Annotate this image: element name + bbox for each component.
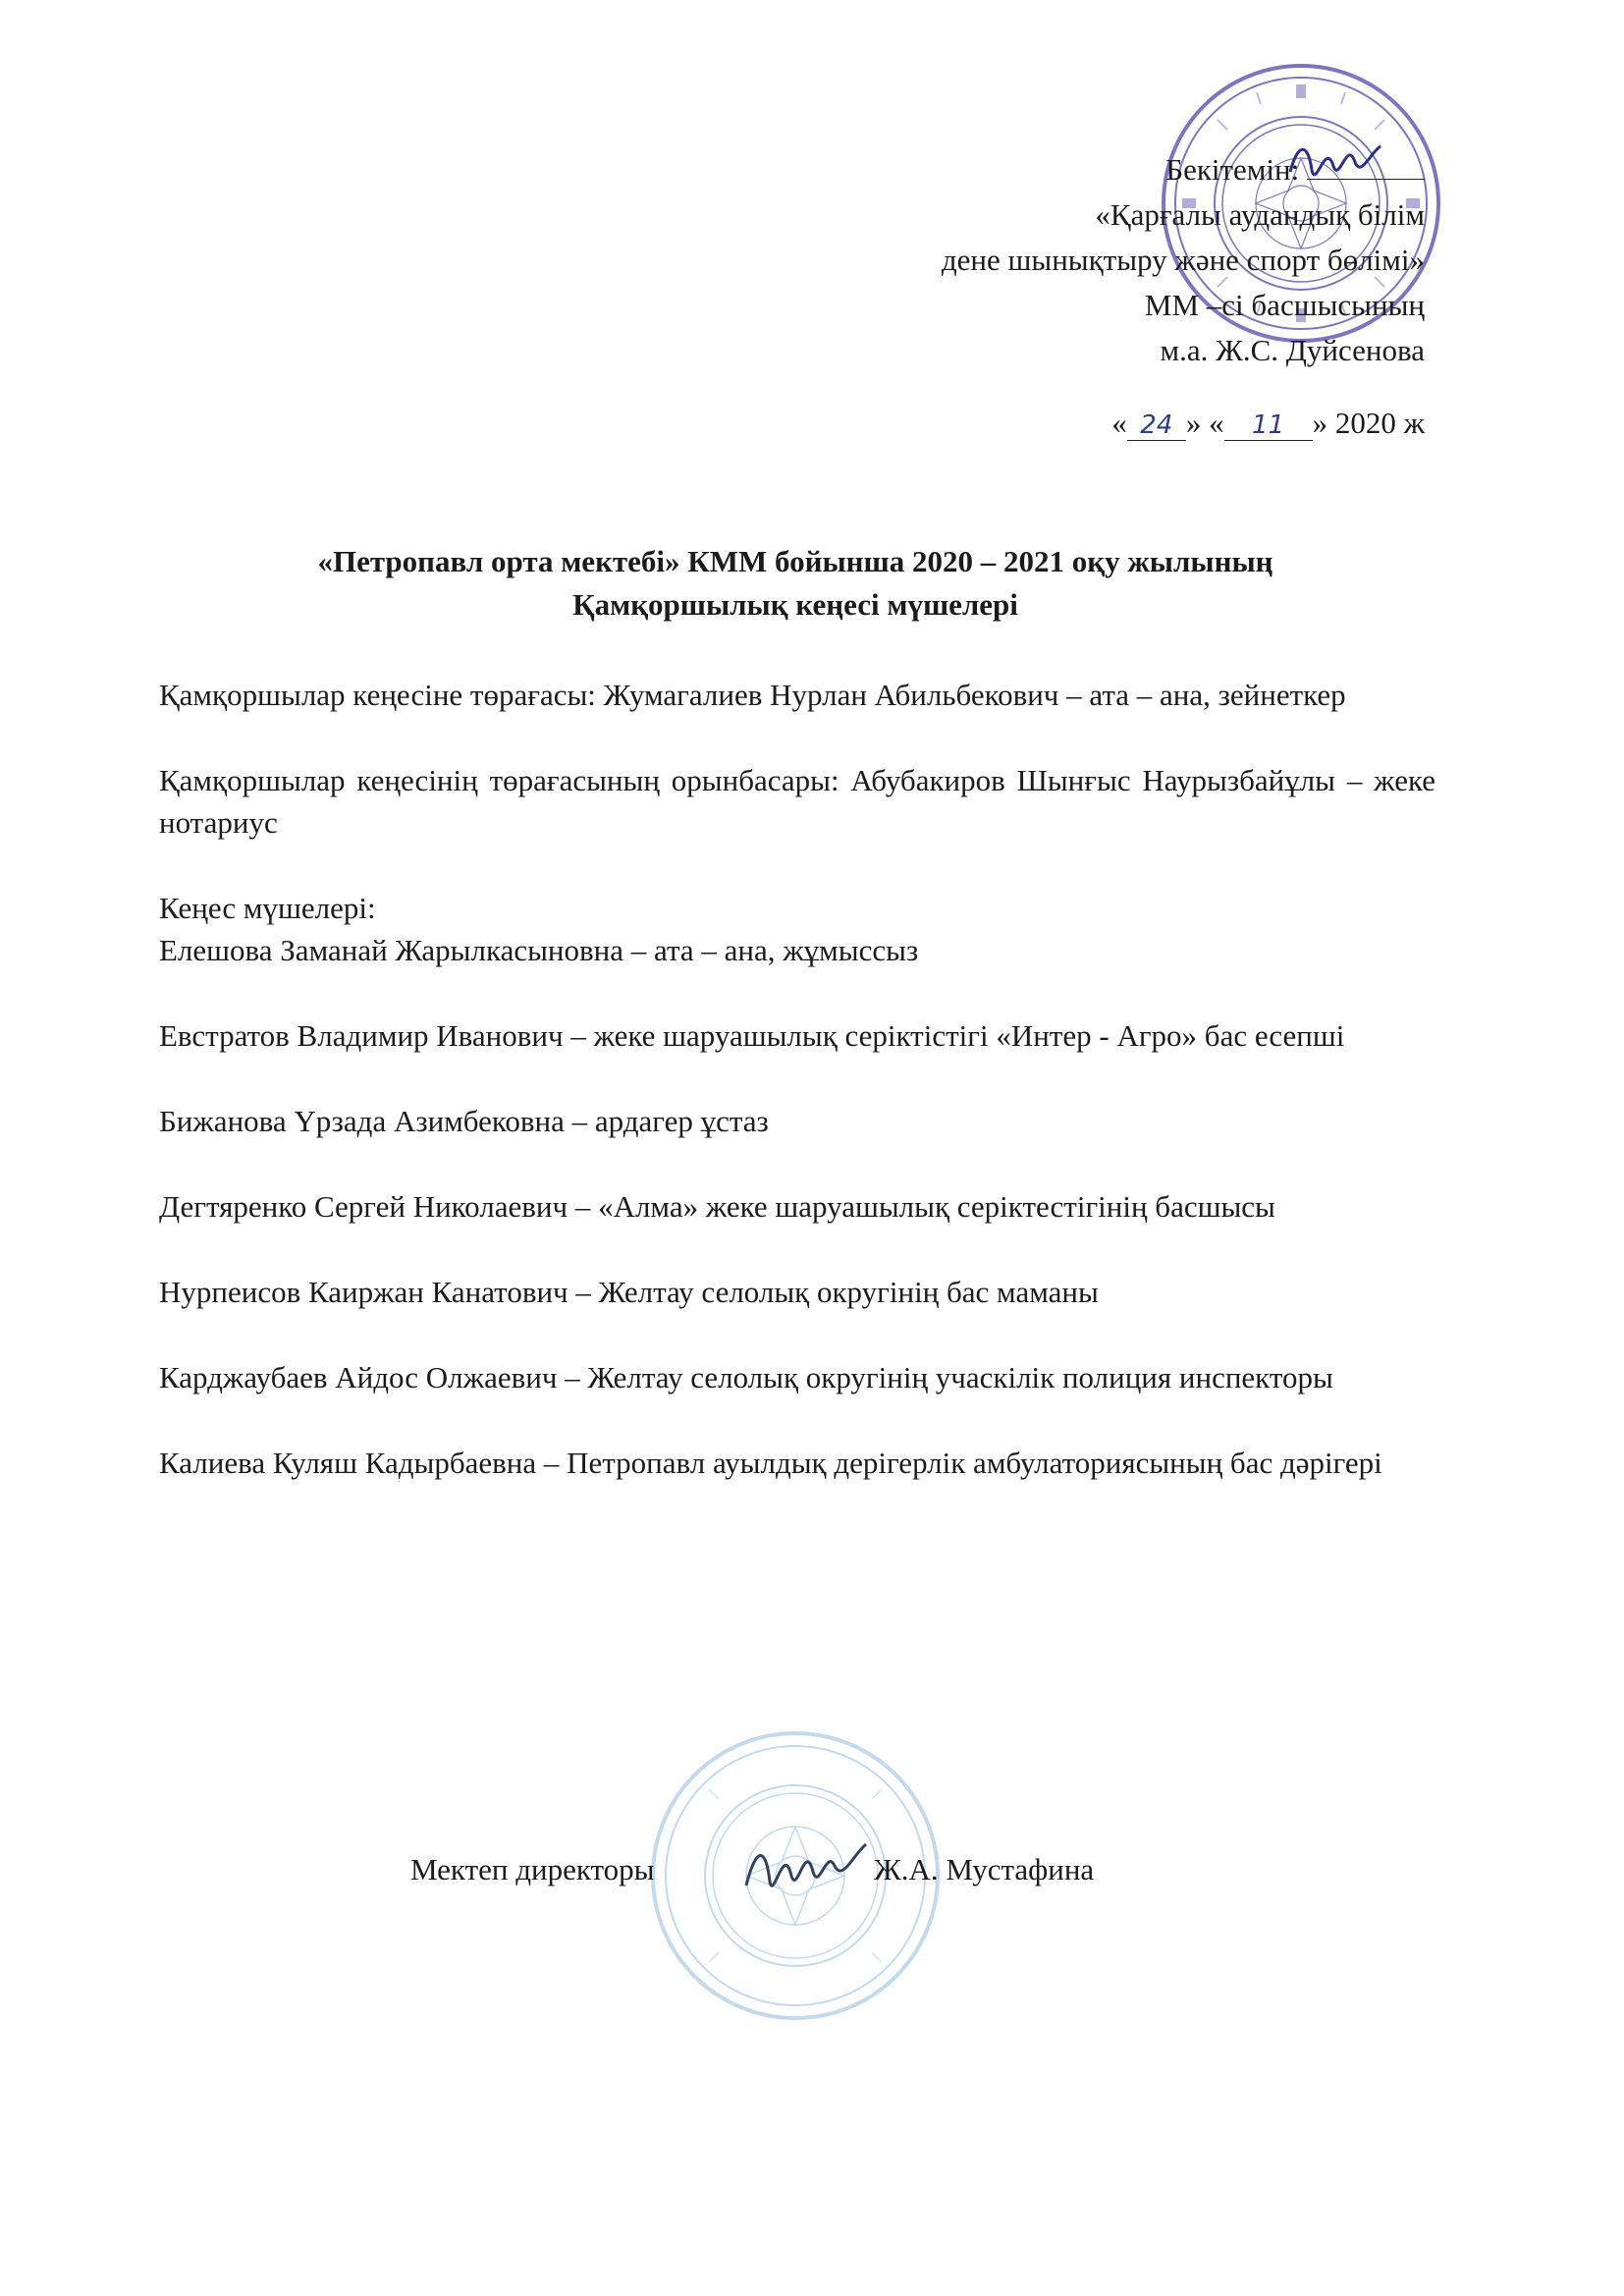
approval-org-line-1: «Қарғалы аудандық білім xyxy=(1095,197,1425,232)
date-year: » 2020 ж xyxy=(1312,406,1425,440)
approval-date xyxy=(678,401,1425,446)
vice-chair-paragraph: Қамқоршылар кеңесінің төрағасының орынбасары: Абубакиров Шынғыс Наурызбайұлы – жеке нотариус xyxy=(159,763,1435,840)
document-title xyxy=(157,540,1434,627)
approval-signer-name: м.а. Ж.С. Дуйсенова xyxy=(1160,333,1425,367)
director-role: Мектеп директоры xyxy=(410,1852,655,1886)
document-body xyxy=(159,674,1435,1527)
approve-label: Бекітемін: xyxy=(1165,152,1300,187)
director-name: Ж.А. Мустафина xyxy=(874,1852,1095,1886)
title-line-1: «Петропавл орта мектебі» КММ бойынша 2020 – 2021 оқу жылының xyxy=(317,544,1273,578)
approval-org-line-3: ММ –сі басшысының xyxy=(1144,288,1425,322)
member-item: Елешова Заманай Жарылкасыновна – ата – ана, жұмыссыз xyxy=(159,933,919,967)
member-item: Евстратов Владимир Иванович – жеке шаруашылық серіктістігі «Интер - Агро» бас есепші xyxy=(159,1018,1345,1053)
approval-org-line-2: дене шынықтыру және спорт бөлімі» xyxy=(941,243,1425,277)
member-item: Бижанова Үрзада Азимбековна – ардагер ұстаз xyxy=(159,1104,769,1138)
member-item: Карджаубаев Айдос Олжаевич – Желтау селолық округінің учаскілік полиция инспекторы xyxy=(159,1360,1333,1394)
date-open-quote: « xyxy=(1111,406,1127,440)
title-line-2: Қамқоршылық кеңесі мүшелері xyxy=(572,587,1018,622)
member-item: Дегтяренко Сергей Николаевич – «Алма» жеке шаруашылық серіктестігінің басшысы xyxy=(159,1189,1275,1224)
approval-approve-line xyxy=(678,147,1425,192)
signature-line xyxy=(1307,153,1425,180)
member-item: Калиева Куляш Кадырбаевна – Петропавл ауылдық дерігерлік амбулаториясының бас дәрігері xyxy=(159,1446,1382,1480)
members-heading: Кеңес мүшелері: xyxy=(159,891,376,925)
approval-block xyxy=(678,147,1425,446)
date-day: 24 xyxy=(1127,410,1186,441)
date-mid-quote: » « xyxy=(1185,406,1224,440)
member-item: Нурпеисов Каиржан Канатович – Желтау селолық округінің бас маманы xyxy=(159,1275,1099,1309)
date-month: 11 xyxy=(1224,410,1313,441)
chair-paragraph: Қамқоршылар кеңесіне төрағасы: Жумагалиев Нурлан Абильбекович – ата – ана, зейнеткер xyxy=(159,678,1346,712)
signature-scribble-bottom xyxy=(736,1827,874,1905)
